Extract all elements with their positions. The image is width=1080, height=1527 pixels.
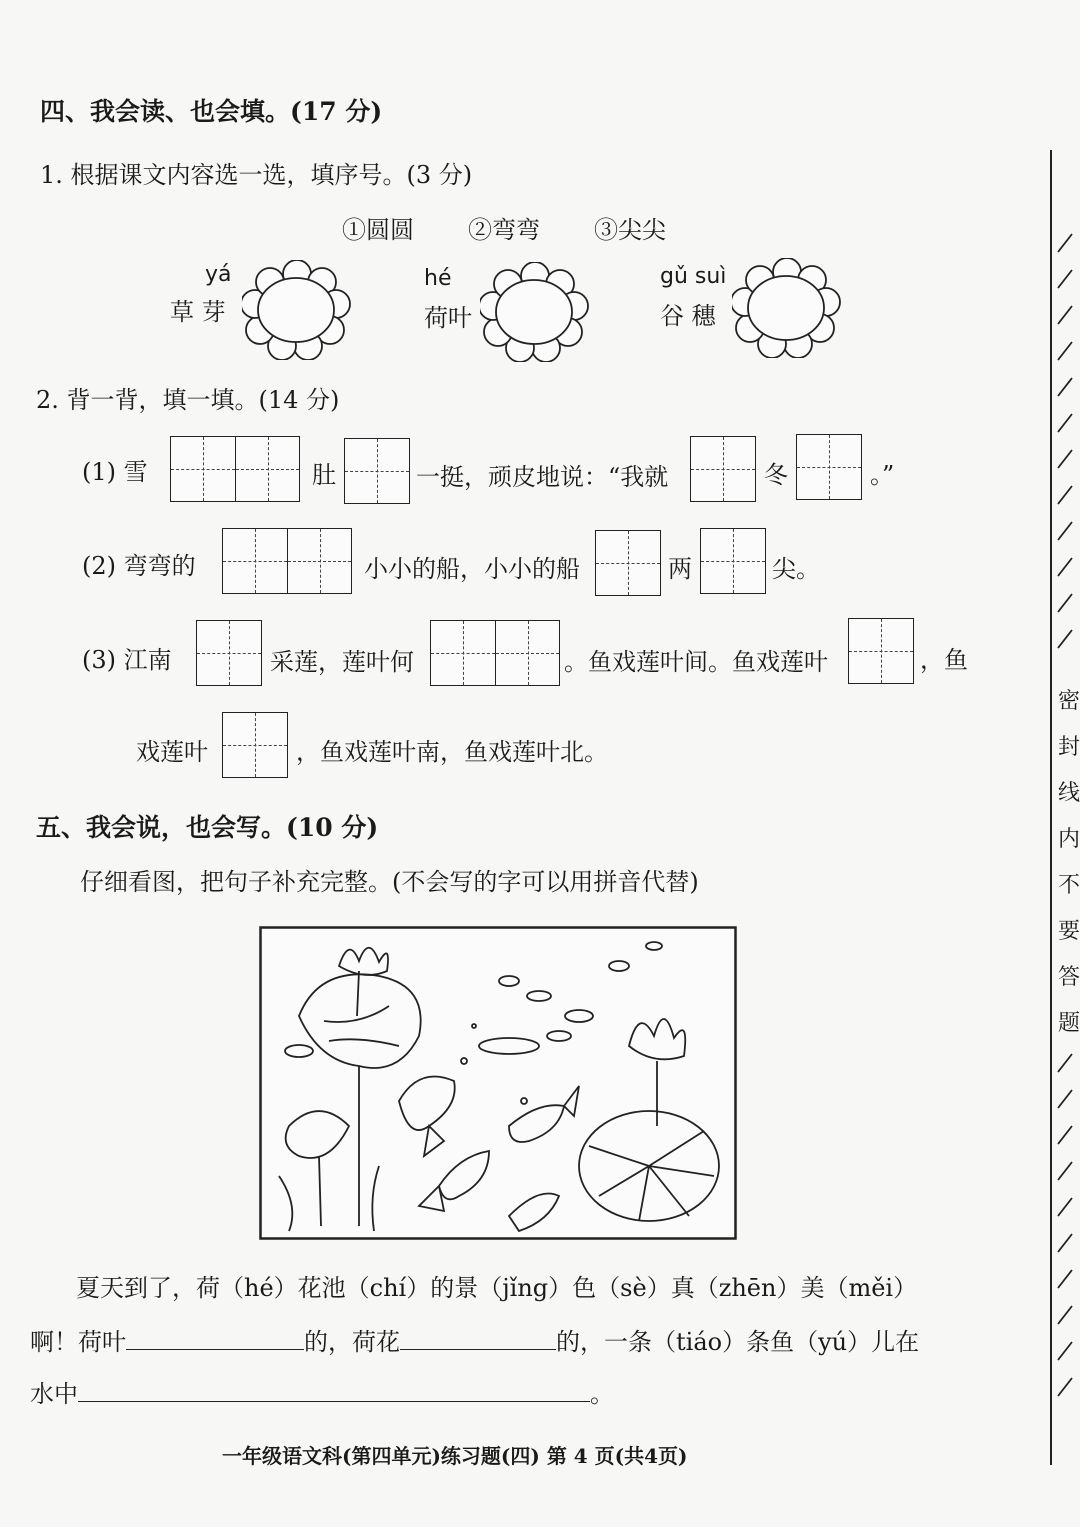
seal-slash-marks-bottom (1052, 1050, 1080, 1430)
paragraph-text-d: 水中 (30, 1380, 78, 1408)
line3-text-2: 。鱼戏莲叶间。鱼戏莲叶 (564, 648, 828, 676)
line4-label: 戏莲叶 (136, 738, 208, 766)
grid-cell[interactable] (797, 435, 861, 499)
writing-grid-1b[interactable] (344, 438, 410, 504)
grid-cell[interactable] (223, 529, 287, 593)
writing-grid-3c[interactable] (848, 618, 914, 684)
line2-text-2: 两 (668, 555, 692, 583)
writing-grid-4a[interactable] (222, 712, 288, 778)
writing-grid-1d[interactable] (796, 434, 862, 500)
writing-grid-2b[interactable] (595, 530, 661, 596)
option-3: ③尖尖 (594, 216, 666, 244)
flower-answer-box-3[interactable] (732, 258, 842, 358)
line3-text-1: 采莲，莲叶何 (270, 648, 414, 676)
grid-cell[interactable] (345, 439, 409, 503)
margin-char-5: 不 (1058, 873, 1080, 898)
option-2: ②弯弯 (468, 216, 540, 244)
grid-cell[interactable] (223, 713, 287, 777)
margin-char-1: 密 (1058, 689, 1080, 714)
margin-char-8: 题 (1058, 1011, 1080, 1036)
item2-text: 荷叶 (424, 304, 472, 332)
paragraph-text-b: 的，荷花 (304, 1328, 400, 1356)
grid-cell[interactable] (596, 531, 660, 595)
answer-blank-fish[interactable] (78, 1379, 590, 1402)
grid-cell[interactable] (197, 621, 261, 685)
line1-text-2: 一挺，顽皮地说：“我就 (416, 463, 669, 491)
paragraph-text-c: 的，一条（tiáo）条鱼（yú）儿在 (556, 1328, 920, 1356)
line2-label: (2) 弯弯的 (82, 552, 196, 580)
option-1: ①圆圆 (342, 216, 414, 244)
q1-title: 1. 根据课文内容选一选，填序号。(3 分) (40, 161, 473, 189)
answer-blank-lotus-leaf[interactable] (126, 1327, 304, 1350)
grid-cell[interactable] (287, 529, 351, 593)
item1-text: 草 芽 (170, 298, 226, 326)
margin-char-3: 线 (1058, 781, 1080, 806)
line1-text-1: 肚 (312, 461, 336, 489)
grid-cell[interactable] (495, 621, 559, 685)
paragraph-text-a: 啊！荷叶 (30, 1328, 126, 1356)
q2-title: 2. 背一背，填一填。(14 分) (36, 386, 340, 414)
flower-answer-box-2[interactable] (480, 262, 590, 362)
margin-char-6: 要 (1058, 919, 1080, 944)
flower-answer-box-1[interactable] (242, 260, 352, 360)
paragraph-line-3 (30, 1374, 614, 1409)
grid-cell[interactable] (691, 437, 755, 501)
grid-cell[interactable] (431, 621, 495, 685)
item2-pinyin: hé (424, 266, 452, 291)
line1-text-3: 冬 (764, 461, 788, 489)
grid-cell[interactable] (701, 529, 765, 593)
seal-slash-marks-top (1052, 230, 1080, 670)
item1-pinyin: yá (205, 262, 232, 287)
line2-text-1: 小小的船，小小的船 (364, 555, 580, 583)
writing-grid-2a[interactable] (222, 528, 352, 594)
item3-text: 谷 穗 (660, 302, 716, 330)
lotus-pond-illustration (259, 926, 737, 1240)
section5-instruction: 仔细看图，把句子补充完整。(不会写的字可以用拼音代替) (80, 868, 699, 896)
section4-title: 四、我会读、也会填。(17 分) (40, 97, 383, 126)
grid-cell[interactable] (235, 437, 299, 501)
paragraph-text-e: 。 (590, 1380, 614, 1408)
margin-char-2: 封 (1058, 735, 1080, 760)
writing-grid-1a[interactable] (170, 436, 300, 502)
line4-text-1: ，鱼戏莲叶南，鱼戏莲叶北。 (296, 738, 608, 766)
writing-grid-3a[interactable] (196, 620, 262, 686)
line2-text-3: 尖。 (772, 555, 820, 583)
answer-blank-lotus-flower[interactable] (400, 1327, 556, 1350)
writing-grid-1c[interactable] (690, 436, 756, 502)
margin-char-4: 内 (1058, 827, 1080, 852)
grid-cell[interactable] (849, 619, 913, 683)
page-footer: 一年级语文科(第四单元)练习题(四) 第 4 页(共4页) (222, 1444, 688, 1468)
line3-label: (3) 江南 (82, 646, 172, 674)
line1-text-4: 。” (870, 461, 895, 489)
writing-grid-2c[interactable] (700, 528, 766, 594)
item3-pinyin: gǔ suì (660, 264, 727, 289)
line3-text-3: ，鱼 (920, 646, 968, 674)
grid-cell[interactable] (171, 437, 235, 501)
line1-label: (1) 雪 (82, 458, 148, 486)
writing-grid-3b[interactable] (430, 620, 560, 686)
paragraph-line-1: 夏天到了，荷（hé）花池（chí）的景（jǐng）色（sè）真（zhēn）美（měi） (76, 1274, 918, 1302)
paragraph-line-2 (30, 1322, 919, 1357)
margin-char-7: 答 (1058, 965, 1080, 990)
section5-title: 五、我会说，也会写。(10 分) (36, 813, 379, 842)
